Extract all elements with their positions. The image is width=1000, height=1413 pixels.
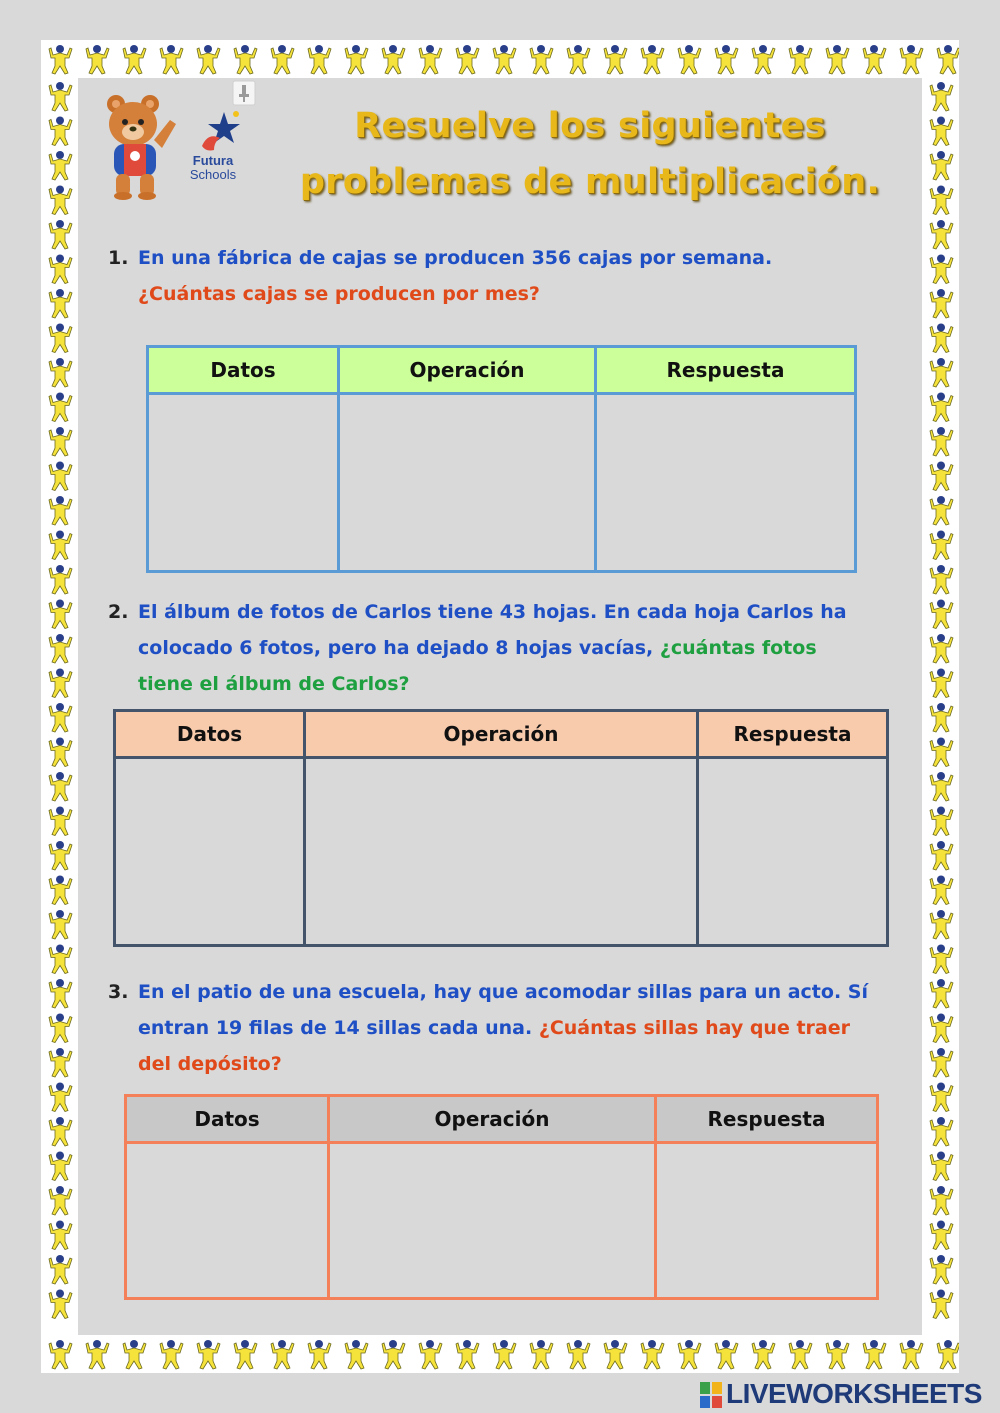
problem-statement-line1: En el patio de una escuela, hay que acomodar sillas para un acto. Sí (138, 981, 868, 1003)
border-figure-icon (863, 45, 886, 74)
border-figure-icon (493, 45, 516, 74)
border-figure-icon (49, 393, 72, 422)
border-figure-icon (49, 45, 72, 74)
border-figure-icon (308, 45, 331, 74)
border-figure-icon (49, 910, 72, 939)
border-figure-icon (641, 45, 664, 74)
operacion-cell[interactable] (329, 1143, 656, 1299)
header-operacion: Operación (329, 1096, 656, 1143)
border-figure-icon (715, 1340, 738, 1369)
border-figure-icon (49, 669, 72, 698)
border-figure-icon (49, 738, 72, 767)
border-figure-icon (49, 358, 72, 387)
border-figure-icon (937, 45, 959, 74)
border-figure-icon (86, 1340, 109, 1369)
border-figure-icon (49, 600, 72, 629)
border-figure-icon (930, 462, 953, 491)
border-figure-icon (49, 151, 72, 180)
respuesta-cell[interactable] (656, 1143, 878, 1299)
border-figure-icon (49, 841, 72, 870)
problem-text (138, 240, 772, 312)
answer-table-1 (146, 345, 857, 573)
border-figure-icon (49, 289, 72, 318)
border-figure-icon (930, 151, 953, 180)
border-figure-icon (49, 1014, 72, 1043)
border-figure-icon (937, 1340, 959, 1369)
border-figure-icon (49, 876, 72, 905)
respuesta-cell[interactable] (596, 394, 856, 572)
border-figure-icon (826, 1340, 849, 1369)
border-figure-icon (456, 1340, 479, 1369)
border-figure-icon (604, 1340, 627, 1369)
border-figure-icon (160, 1340, 183, 1369)
header-datos: Datos (126, 1096, 329, 1143)
border-figure-icon (930, 358, 953, 387)
border-top (41, 40, 959, 78)
problem-question-line: del depósito? (138, 1053, 282, 1075)
border-figure-icon (567, 45, 590, 74)
border-figure-icon (49, 1221, 72, 1250)
border-figure-icon (49, 117, 72, 146)
problem-question-line: tiene el álbum de Carlos? (138, 673, 410, 695)
border-figure-icon (930, 703, 953, 732)
border-figure-icon (930, 186, 953, 215)
border-figure-icon (930, 82, 953, 111)
border-right (922, 78, 960, 1335)
border-figure-icon (678, 45, 701, 74)
border-figure-icon (930, 772, 953, 801)
border-figure-icon (382, 45, 405, 74)
pin-icon (232, 80, 256, 110)
border-figure-icon (930, 1083, 953, 1112)
border-figure-icon (49, 1186, 72, 1215)
header-operacion: Operación (339, 347, 596, 394)
problem-question-part: ¿Cuántas sillas hay que traer (538, 1017, 850, 1039)
problem-statement-part: entran 19 filas de 14 sillas cada una. (138, 1017, 533, 1039)
problem-statement-line2 (138, 630, 847, 666)
header-respuesta: Respuesta (596, 347, 856, 394)
border-figure-icon (49, 1340, 72, 1369)
bear-mascot-icon (102, 92, 180, 204)
problem-number: 3. (108, 981, 129, 1003)
border-figure-icon (493, 1340, 516, 1369)
border-figure-icon (49, 531, 72, 560)
border-figure-icon (234, 45, 257, 74)
star-logo-icon (196, 110, 242, 154)
border-figure-icon (930, 1255, 953, 1284)
border-figure-icon (419, 1340, 442, 1369)
border-figure-icon (930, 1221, 953, 1250)
liveworksheets-logo-icon (700, 1382, 724, 1408)
brand-name-line1: Futura (192, 153, 234, 168)
border-figure-icon (49, 462, 72, 491)
problem-statement-line1: El álbum de fotos de Carlos tiene 43 hojas. En cada hoja Carlos ha (138, 601, 847, 623)
border-figure-icon (49, 1117, 72, 1146)
border-figure-icon (123, 1340, 146, 1369)
header-respuesta: Respuesta (656, 1096, 878, 1143)
border-figure-icon (752, 45, 775, 74)
problem-question-part: ¿cuántas fotos (659, 637, 817, 659)
border-bottom (41, 1335, 959, 1373)
operacion-cell[interactable] (339, 394, 596, 572)
border-figure-icon (900, 1340, 923, 1369)
border-left (41, 78, 79, 1335)
problem-2 (108, 594, 928, 704)
border-figure-icon (49, 82, 72, 111)
border-figure-icon (49, 945, 72, 974)
border-figure-icon (123, 45, 146, 74)
header-operacion: Operación (305, 711, 698, 758)
border-figure-icon (49, 324, 72, 353)
border-figure-icon (930, 1186, 953, 1215)
border-figure-icon (930, 496, 953, 525)
border-figure-icon (930, 634, 953, 663)
page-title (270, 98, 910, 210)
border-figure-icon (567, 1340, 590, 1369)
border-figure-icon (930, 600, 953, 629)
problem-number: 1. (108, 247, 129, 269)
border-figure-icon (930, 669, 953, 698)
border-figure-icon (930, 117, 953, 146)
border-figure-icon (49, 427, 72, 456)
border-figure-icon (930, 289, 953, 318)
border-figure-icon (49, 772, 72, 801)
border-figure-icon (530, 1340, 553, 1369)
answer-table-3 (124, 1094, 879, 1300)
border-figure-icon (49, 220, 72, 249)
border-figure-icon (789, 1340, 812, 1369)
border-figure-icon (49, 1152, 72, 1181)
brand-name-line2: Schools (189, 167, 237, 182)
datos-cell[interactable] (148, 394, 339, 572)
operacion-cell[interactable] (305, 758, 698, 946)
border-figure-icon (789, 45, 812, 74)
liveworksheets-footer[interactable] (700, 1378, 996, 1410)
problem-1 (108, 240, 908, 316)
answer-table-2 (113, 709, 889, 947)
border-figure-icon (456, 45, 479, 74)
border-figure-icon (930, 220, 953, 249)
border-figure-icon (382, 1340, 405, 1369)
problem-text (138, 974, 868, 1082)
problem-number: 2. (108, 601, 129, 623)
border-figure-icon (930, 841, 953, 870)
border-figure-icon (930, 807, 953, 836)
border-figure-icon (930, 324, 953, 353)
border-figure-icon (49, 186, 72, 215)
border-figure-icon (345, 45, 368, 74)
border-figure-icon (308, 1340, 331, 1369)
border-figure-icon (900, 45, 923, 74)
problem-statement-line2 (138, 1010, 868, 1046)
border-figure-icon (49, 634, 72, 663)
border-figure-icon (930, 1290, 953, 1319)
datos-cell[interactable] (126, 1143, 329, 1299)
border-figure-icon (49, 807, 72, 836)
border-figure-icon (419, 45, 442, 74)
border-figure-icon (345, 1340, 368, 1369)
border-figure-icon (930, 427, 953, 456)
border-figure-icon (641, 1340, 664, 1369)
border-figure-icon (49, 1048, 72, 1077)
problem-statement-part: colocado 6 fotos, pero ha dejado 8 hojas vacías, (138, 637, 654, 659)
border-figure-icon (930, 876, 953, 905)
border-figure-icon (930, 945, 953, 974)
title-line-1: Resuelve los siguientes (354, 106, 826, 146)
border-figure-icon (930, 910, 953, 939)
datos-cell[interactable] (115, 758, 305, 946)
border-figure-icon (49, 979, 72, 1008)
border-figure-icon (930, 255, 953, 284)
border-figure-icon (197, 1340, 220, 1369)
border-figure-icon (49, 1083, 72, 1112)
border-figure-icon (752, 1340, 775, 1369)
header-datos: Datos (115, 711, 305, 758)
problem-3 (108, 974, 938, 1084)
border-figure-icon (678, 1340, 701, 1369)
border-figure-icon (49, 565, 72, 594)
border-figure-icon (86, 45, 109, 74)
border-figure-icon (826, 45, 849, 74)
border-figure-icon (930, 1117, 953, 1146)
header-datos: Datos (148, 347, 339, 394)
problem-question: ¿Cuántas cajas se producen por mes? (138, 283, 540, 305)
border-figure-icon (49, 1255, 72, 1284)
border-figure-icon (930, 565, 953, 594)
border-figure-icon (930, 393, 953, 422)
border-figure-icon (49, 255, 72, 284)
border-figure-icon (930, 738, 953, 767)
border-figure-icon (49, 496, 72, 525)
border-figure-icon (530, 45, 553, 74)
respuesta-cell[interactable] (698, 758, 888, 946)
border-figure-icon (49, 1290, 72, 1319)
header-respuesta: Respuesta (698, 711, 888, 758)
border-figure-icon (715, 45, 738, 74)
border-figure-icon (271, 1340, 294, 1369)
title-line-2: problemas de multiplicación. (299, 162, 881, 202)
problem-text (138, 594, 847, 702)
border-figure-icon (863, 1340, 886, 1369)
border-figure-icon (197, 45, 220, 74)
border-figure-icon (930, 1152, 953, 1181)
problem-statement: En una fábrica de cajas se producen 356 cajas por semana. (138, 247, 773, 269)
border-figure-icon (160, 45, 183, 74)
border-figure-icon (234, 1340, 257, 1369)
border-figure-icon (271, 45, 294, 74)
liveworksheets-brand: LIVEWORKSHEETS (726, 1378, 982, 1409)
border-figure-icon (49, 703, 72, 732)
border-figure-icon (604, 45, 627, 74)
border-figure-icon (930, 531, 953, 560)
